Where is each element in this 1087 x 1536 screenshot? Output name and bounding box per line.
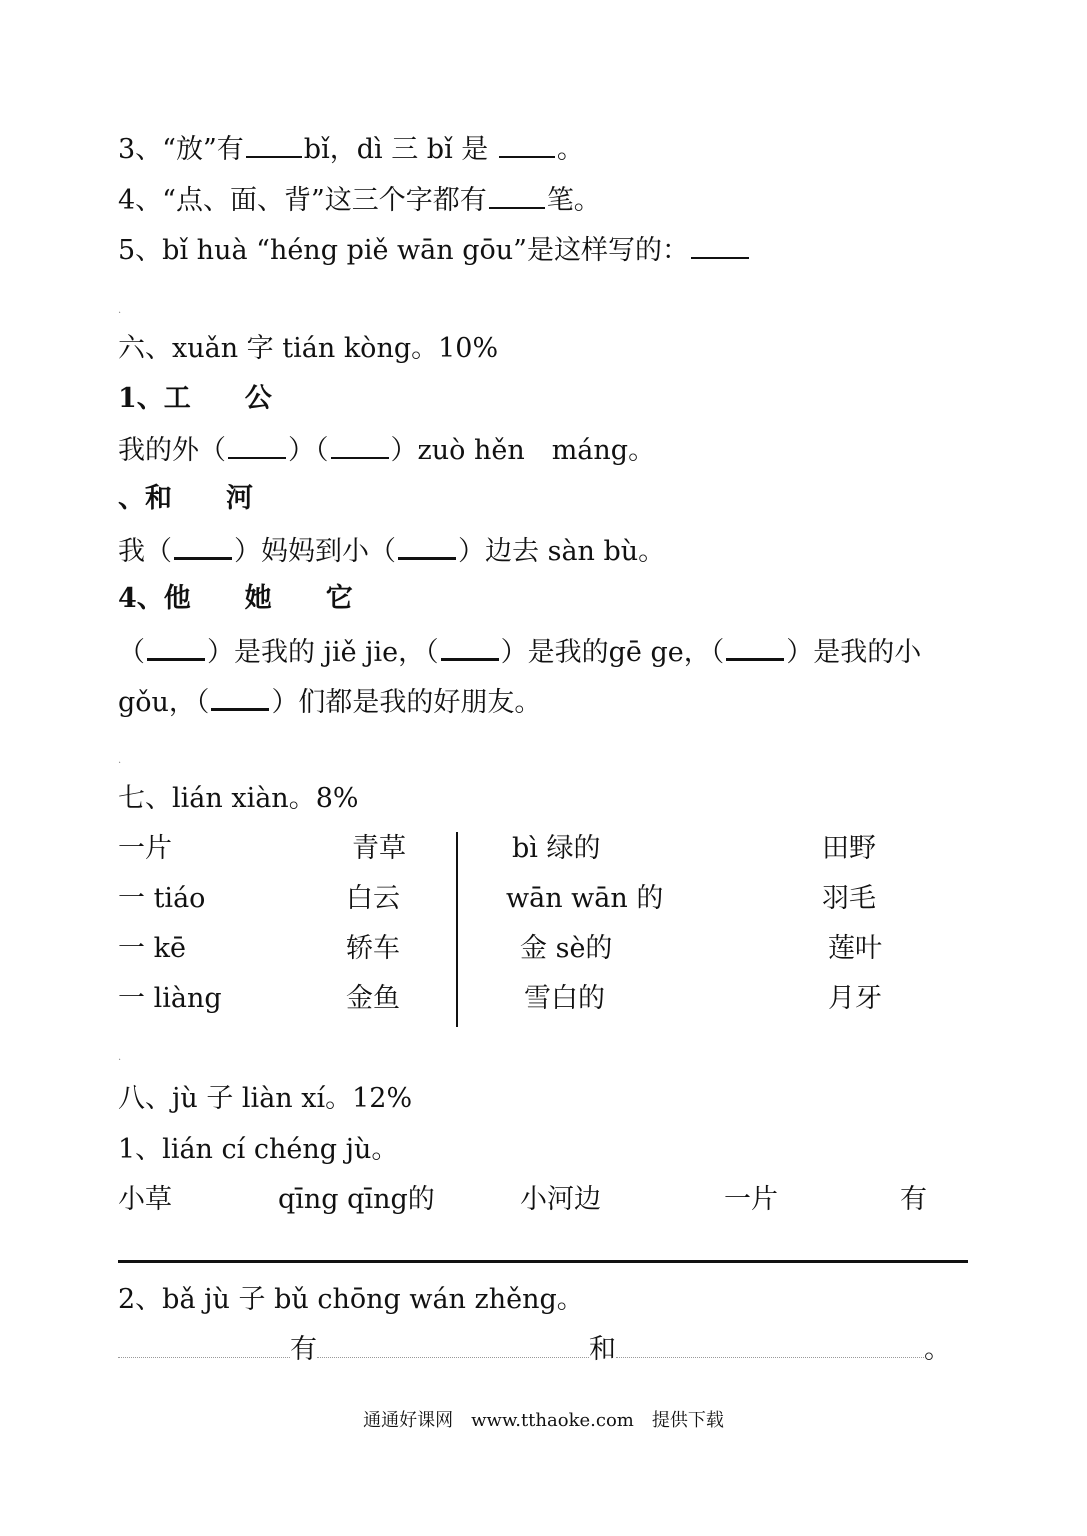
g2-blank-2[interactable] bbox=[398, 531, 456, 560]
g1-blank-1[interactable] bbox=[228, 431, 286, 459]
g2-blank-1[interactable] bbox=[174, 531, 232, 560]
match-right-a-2: wān wān 的 bbox=[506, 883, 664, 914]
g1-blank-2[interactable] bbox=[331, 431, 389, 459]
match-right-b-1: 田野 bbox=[822, 833, 876, 864]
fill-text-c: 。 bbox=[924, 1334, 951, 1365]
match-left-b-3: 轿车 bbox=[346, 933, 400, 964]
word-1: 小草 bbox=[118, 1184, 172, 1215]
match-left-b-2: 白云 bbox=[346, 883, 400, 914]
fill-text-b: 和 bbox=[589, 1334, 616, 1365]
match-right-b-2: 羽毛 bbox=[822, 883, 876, 914]
word-5: 有 bbox=[900, 1184, 927, 1215]
section-8-q2-title: 2、bǎ jù 子 bǔ chōng wán zhěng。 bbox=[118, 1284, 584, 1315]
spacer-dot: . bbox=[118, 305, 122, 316]
question-5-4 bbox=[118, 181, 601, 219]
section-8-q2-fill bbox=[118, 1332, 951, 1368]
question-5-3 bbox=[118, 130, 584, 168]
fill-text-a: 有 bbox=[290, 1334, 317, 1365]
word-3: 小河边 bbox=[520, 1184, 601, 1215]
match-right-b-4: 月牙 bbox=[828, 983, 882, 1014]
question-5-5 bbox=[118, 231, 751, 269]
g1-text-c: ）zuò hěn máng。 bbox=[390, 435, 656, 466]
section-6-title: 六、xuǎn 字 tián kòng。10% bbox=[118, 333, 499, 364]
q5-blank[interactable] bbox=[691, 231, 749, 259]
match-right-a-4: 雪白的 bbox=[524, 983, 605, 1014]
column-divider bbox=[456, 832, 458, 1027]
q3-text-c: 。 bbox=[556, 134, 584, 165]
g3-text-a: （ bbox=[118, 637, 145, 668]
section-6-group-1-sentence bbox=[118, 431, 655, 469]
g3-blank-2[interactable] bbox=[441, 632, 499, 661]
g2-text-b: ）妈妈到小（ bbox=[234, 536, 396, 567]
g2-text-a: 我（ bbox=[118, 536, 172, 567]
section-6-group-3-line-2 bbox=[118, 682, 541, 721]
match-left-b-1: 青草 bbox=[352, 833, 406, 864]
g3-blank-4[interactable] bbox=[211, 682, 269, 711]
section-8-title: 八、jù 子 liàn xí。12% bbox=[118, 1083, 413, 1114]
g3-blank-1[interactable] bbox=[147, 632, 205, 661]
q3-text-b: bǐ，dì 三 bǐ 是 bbox=[303, 134, 489, 165]
g2-text-c: ）边去 sàn bù。 bbox=[458, 536, 666, 567]
g1-text-b: ）（ bbox=[288, 435, 329, 466]
fill-blank-3[interactable] bbox=[616, 1335, 924, 1358]
match-left-a-3: 一 kē bbox=[118, 933, 186, 964]
g3-text-b: ）是我的 jiě jie，（ bbox=[207, 637, 439, 668]
fill-blank-1[interactable] bbox=[118, 1335, 290, 1358]
answer-line[interactable] bbox=[118, 1260, 968, 1263]
q4-text-a: 4、“点、面、背”这三个字都有 bbox=[118, 185, 487, 216]
word-4: 一片 bbox=[724, 1184, 778, 1215]
spacer-dot: . bbox=[118, 755, 122, 766]
g3-text-f: ）们都是我的好朋友。 bbox=[271, 687, 542, 718]
section-8-q1-title: 1、lián cí chéng jù。 bbox=[118, 1134, 399, 1165]
g3-blank-3[interactable] bbox=[726, 632, 784, 661]
q3-text-a: 3、“放”有 bbox=[118, 134, 244, 165]
section-6-group-3-title: 4、他 她 它 bbox=[118, 583, 353, 614]
section-6-group-2-title: 、和 河 bbox=[118, 483, 253, 514]
fill-blank-2[interactable] bbox=[317, 1335, 589, 1358]
match-left-b-4: 金鱼 bbox=[346, 983, 400, 1014]
match-right-b-3: 莲叶 bbox=[828, 933, 882, 964]
q4-blank[interactable] bbox=[489, 181, 545, 209]
g3-text-c: ）是我的gē ge，（ bbox=[500, 637, 725, 668]
section-6-group-2-sentence bbox=[118, 531, 665, 570]
q3-blank-1[interactable] bbox=[246, 130, 302, 158]
match-left-a-4: 一 liàng bbox=[118, 983, 222, 1014]
spacer-dot: . bbox=[118, 1052, 122, 1063]
g1-text-a: 我的外（ bbox=[118, 435, 226, 466]
word-2: qīng qīng的 bbox=[278, 1184, 435, 1215]
footer-credit: 通通好课网 www.tthaoke.com 提供下载 bbox=[363, 1410, 724, 1431]
section-7-title: 七、lián xiàn。8% bbox=[118, 783, 359, 814]
g3-text-d: ）是我的小 bbox=[786, 637, 922, 668]
match-right-a-1: bì 绿的 bbox=[512, 833, 601, 864]
section-6-group-1-title: 1、工 公 bbox=[118, 383, 272, 414]
q4-text-b: 笔。 bbox=[546, 185, 601, 216]
q3-blank-2[interactable] bbox=[499, 130, 555, 158]
match-left-a-2: 一 tiáo bbox=[118, 883, 206, 914]
section-6-group-3-line-1 bbox=[118, 632, 921, 671]
q5-text-a: 5、bǐ huà “héng piě wān gōu”是这样写的： bbox=[118, 235, 689, 266]
match-right-a-3: 金 sè的 bbox=[520, 933, 613, 964]
match-left-a-1: 一片 bbox=[118, 833, 172, 864]
g3-text-e: gǒu，（ bbox=[118, 687, 210, 718]
